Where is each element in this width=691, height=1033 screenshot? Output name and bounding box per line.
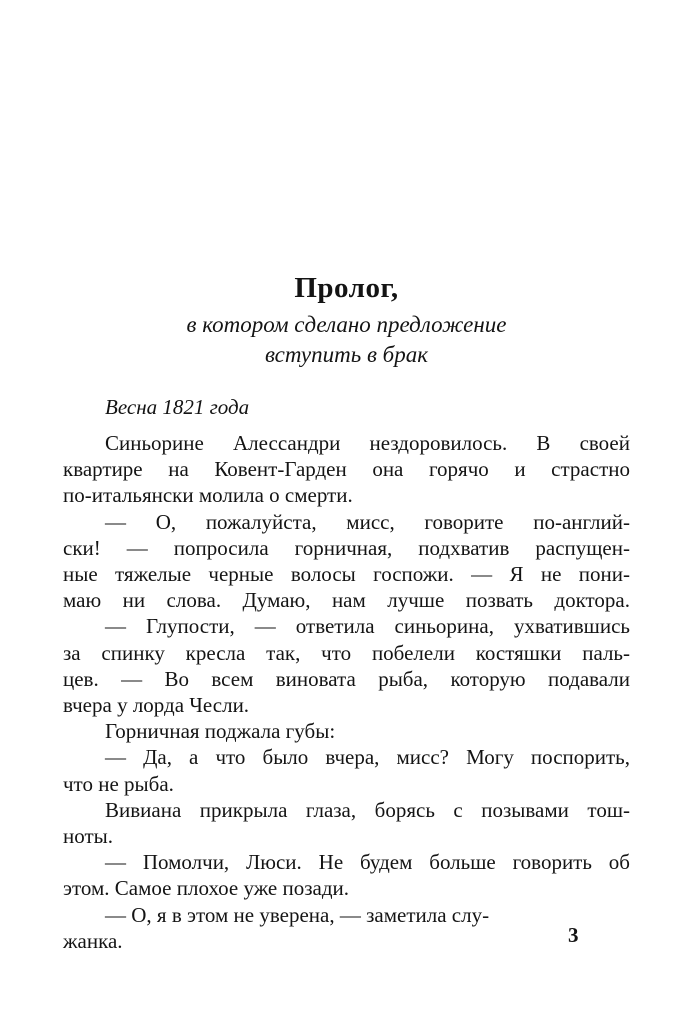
text-line: ные тяжелые черные волосы госпожи. — Я не пони- xyxy=(63,562,630,587)
text-line: — О, я в этом не уверена, — заметила слу- xyxy=(105,902,490,927)
text-line: квартире на Ковент-Гарден она горячо и страстно xyxy=(63,457,630,482)
chapter-subtitle-line: в котором сделано предложение xyxy=(186,312,507,337)
page-number: 3 xyxy=(568,923,579,947)
text-line: Вивиана прикрыла глаза, борясь с позывами тош- xyxy=(105,797,630,822)
chapter-subtitle xyxy=(63,310,630,370)
text-line: жанка. xyxy=(63,928,123,953)
text-line: что не рыба. xyxy=(63,771,174,796)
text-line: — О, пожалуйста, мисс, говорите по-англий- xyxy=(105,509,630,534)
scene-date: Весна 1821 года xyxy=(105,395,250,419)
text-line: Горничная поджала губы: xyxy=(105,719,336,744)
text-line: — Да, а что было вчера, мисс? Могу поспорить, xyxy=(105,745,630,770)
text-line: вчера у лорда Чесли. xyxy=(63,693,250,718)
text-line: маю ни слова. Думаю, нам лучше позвать доктора. xyxy=(63,588,630,613)
text-line: — Глупости, — ответила синьорина, ухватившись xyxy=(105,614,630,639)
text-line: ноты. xyxy=(63,824,113,849)
text-line: за спинку кресла так, что побелели костяшки паль- xyxy=(63,640,630,665)
chapter-title: Пролог, xyxy=(294,272,399,304)
text-line: по-итальянски молила о смерти. xyxy=(63,483,353,508)
chapter-subtitle-line: вступить в брак xyxy=(264,342,429,367)
text-line: этом. Самое плохое уже позади. xyxy=(63,876,350,901)
text-line: цев. — Во всем виновата рыба, которую подавали xyxy=(63,666,630,691)
body-text xyxy=(63,430,630,954)
text-line: Синьорине Алессандри нездоровилось. В своей xyxy=(105,431,630,455)
text-line: ски! — попросила горничная, подхватив распущен- xyxy=(63,535,630,560)
text-line: — Помолчи, Люси. Не будем больше говорить об xyxy=(105,850,630,875)
